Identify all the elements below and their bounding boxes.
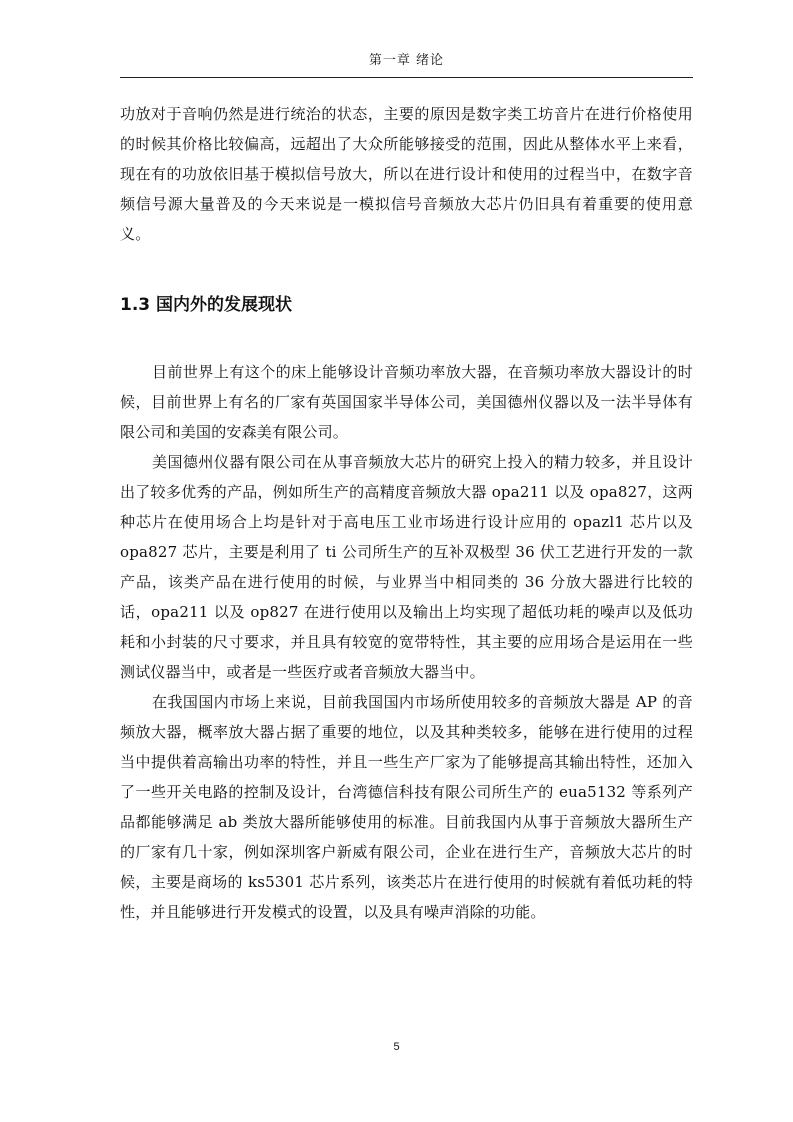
paragraph-world-manufacturers: 目前世界上有这个的床上能够设计音频功率放大器，在音频功率放大器设计的时候，目前世界上有名的厂家有英国国家半导体公司，美国德州仪器以及一法半导体有限公司和美国的安森美有限公司。 [120,363,693,441]
page-number: 5 [393,1041,400,1053]
section-heading: 1.3 国内外的发展现状 [120,295,293,315]
running-header: 第一章 绪论 [368,53,445,68]
paragraph-domestic-market: 在我国国内市场上来说，目前我国国内市场所使用较多的音频放大器是 AP 的音频放大器，概率放大器占据了重要的地位，以及其种类较多，能够在进行使用的过程当中提供着高输出功率的特性，并且一些生产厂家为了能够提高其输出特性，还加入了一些开关电路的控制及设计，台湾德信科技有限公司所生产的 eua5132 等系列产品都能够满足 ab 类放大器所能够使用的标准。目前我国内从事于音频放大器所生产的厂家有几十家，例如深圳客户新威有限公司，企业在进行生产，音频放大芯片的时候，主要是商场的 ks5301 芯片系列，该类芯片在进行使用的时候就有着低功耗的特性，并且能够进行开发模式的设置，以及具有噪声消除的功能。 [120,693,693,921]
paragraph-continued: 功放对于音响仍然是进行统治的状态，主要的原因是数字类工坊音片在进行价格使用的时候其价格比较偏高，远超出了大众所能够接受的范围，因此从整体水平上来看，现在有的功放依旧基于模拟信号放大，所以在进行设计和使用的过程当中，在数字音频信号源大量普及的今天来说是一模拟信号音频放大芯片仍旧具有着重要的使用意义。 [120,105,693,243]
paragraph-texas-instruments: 美国德州仪器有限公司在从事音频放大芯片的研究上投入的精力较多，并且设计出了较多优秀的产品，例如所生产的高精度音频放大器 opa211 以及 opa827，这两种芯片在使用场合上均是针对于高电压工业市场进行设计应用的 opazl1 芯片以及 opa827 芯片，主要是利用了 ti 公司所生产的互补双极型 36 伏工艺进行开发的一款产品，该类产品在进行使用的时候，与业界当中相同类的 36 分放大器进行比较的话，opa211 以及 op827 在进行使用以及输出上均实现了超低功耗的噪声以及低功耗和小封装的尺寸要求，并且具有较宽的宽带特性，其主要的应用场合是运用在一些测试仪器当中，或者是一些医疗或者音频放大器当中。 [120,453,693,681]
page-body [120,99,693,927]
header-rule [120,77,693,78]
